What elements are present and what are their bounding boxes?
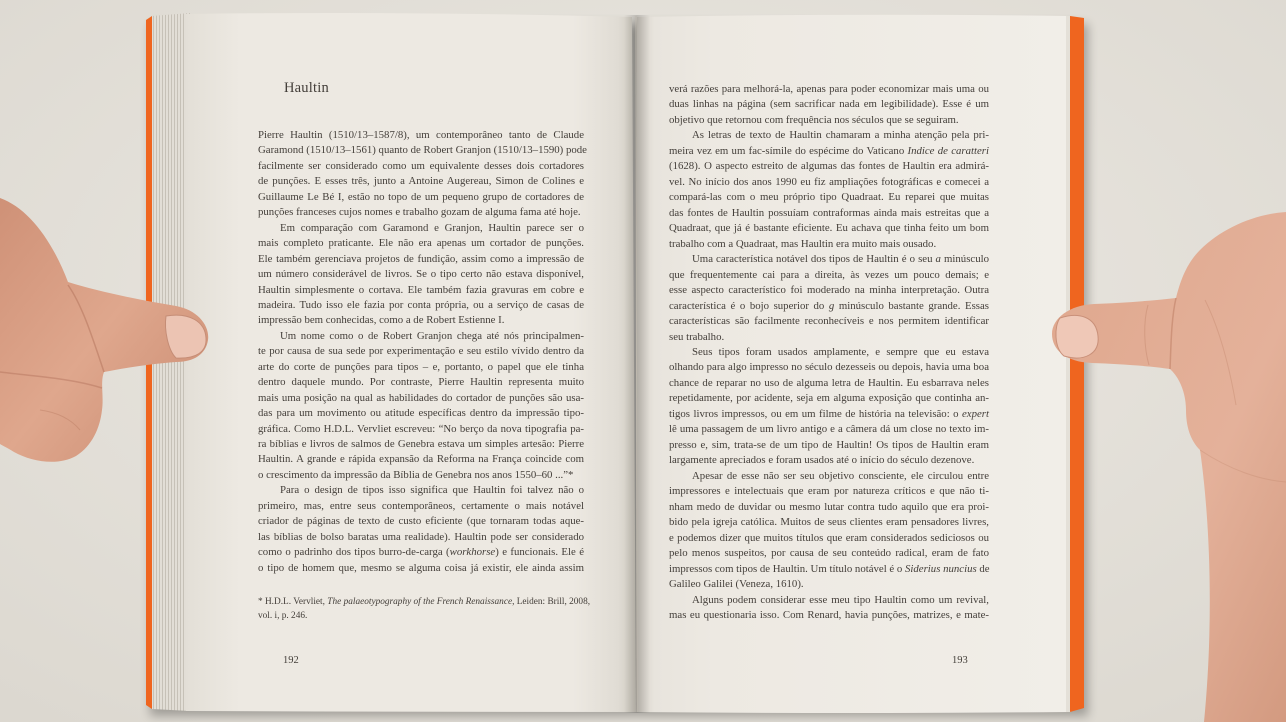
text-run: de	[976, 562, 990, 575]
text-line: olhando para algo impresso no século dezesseis ou depois, havia uma boa	[669, 361, 989, 374]
text-line: mais uma posição na qual as habilidades do cortador de punções são usa-	[258, 391, 584, 404]
text-line: Alguns podem considerar esse meu tipo Haultin como um revival,	[692, 593, 989, 606]
text-line: Quadraat, que já é bastante eficiente. Eu achava que tinha feito um bom	[669, 222, 989, 235]
text-line: impressores e intelectuais que eram por natureza críticos e que não ti-	[669, 485, 989, 498]
text-line: nham medo de duvidar ou mesmo lutar contra tudo aquilo que era proi-	[669, 500, 989, 513]
text-line: mas eu questionaria isso. Com Renard, havia punções, matrizes, e mate-	[669, 608, 989, 621]
text-line: lê uma passagem de um livro antigo e a câmera dá um close no texto im-	[669, 423, 989, 436]
text-line: ra bíblias e livros de salmos de Genebra estava um simples artesão: Pierre	[258, 438, 584, 450]
text-line: las bíblias de bolso baratas uma realidade). Haultin pode ser considerado	[258, 530, 584, 543]
text-run: meira vez em um fac-símile do espécime do Vaticano	[669, 144, 908, 157]
text-line: seu trabalho.	[669, 330, 725, 343]
text-line: presso e, sim, trata-se de um tipo de Haultin! Os tipos de Haultin eram	[669, 438, 989, 451]
text-line: punções franceses cujos nomes e trabalho gozam de alguma fama até hoje.	[258, 206, 581, 219]
text-run: como o padrinho dos tipos burro-de-carga (	[258, 546, 450, 559]
text-line: verá razões para melhorá-la, apenas para poder economizar mais uma ou	[669, 83, 989, 95]
italic-text-run: g	[828, 299, 835, 312]
text-line: facilmente ser considerado como um equivalente desses dois cortadores	[258, 159, 584, 172]
page-number-right: 193	[952, 655, 968, 666]
text-line: primeiro, mas, entre seus contemporâneos, certamente o mais notável	[258, 499, 584, 512]
text-line: As letras de texto de Haultin chamaram a minha atenção pela pri-	[692, 129, 989, 142]
text-line: o tipo de homem que, mesmo se alguma coisa já existir, ele ainda assim	[258, 561, 584, 574]
text-line: das fontes de Haultin possuíam contraformas ainda mais estreitas que a	[669, 206, 989, 219]
italic-text-run: Siderius nuncius	[905, 562, 977, 575]
text-line: compará-las com o meu próprio tipo Quadraat. Eu reparei que muitas	[669, 191, 989, 204]
text-line: Ele também gerenciava projetos de fundição, assim como a impressão de	[258, 252, 584, 265]
text-line: gráfica. Como H.D.L. Vervliet escreveu: “No berço da nova tipografia pa-	[258, 422, 584, 435]
text-line: bido pela igreja católica. Muitos de seus clientes eram pensadores livres,	[669, 516, 989, 529]
text-line: Um nome como o de Robert Granjon chega até nós principalmen-	[280, 329, 584, 342]
right-thumbnail	[1056, 315, 1098, 358]
page-number-left: 192	[283, 655, 299, 666]
italic-text-run: The palaeotypography of the French Renaissance	[327, 597, 513, 607]
text-line: arte do corte de punções para tipos – e, portanto, o papel que ele tinha	[258, 360, 584, 373]
text-line: criador de páginas de texto de custo eficiente (que tornaram todas aque-	[258, 515, 584, 528]
text-line: vel. No início dos anos 1990 eu fiz ampliações fotográficas e comecei a	[669, 175, 989, 188]
right-hand	[1052, 212, 1286, 722]
text-line: um número considerável de livros. Se o tipo certo não estava disponível,	[258, 268, 584, 281]
text-line: objetivo que retornou com frequência nos séculos que se seguiram.	[669, 113, 959, 126]
text-line: Garamond (1510/13–1561) quanto de Robert Granjon (1510/13–1590) pode	[258, 144, 587, 157]
text-line: Em comparação com Garamond e Granjon, Haultin parece ser o	[280, 221, 584, 234]
text-run: característica é o bojo superior do	[669, 299, 829, 312]
text-line: trabalho com a Quadraat, mas Haultin era muito mais ousado.	[669, 237, 937, 250]
text-line: largamente apreciados e foram usados até o início do século dezenove.	[669, 454, 975, 467]
text-line: duas linhas na página (sem sacrificar nada em legibilidade). Esse é um	[669, 98, 989, 111]
text-run: * H.D.L. Vervliet,	[258, 597, 328, 607]
chapter-heading: Haultin	[284, 80, 329, 96]
text-run: minúsculo bastante grande. Essas	[834, 299, 989, 312]
text-line: de punções. E esses três, junto a Antoine Augereau, Simon de Colines e	[258, 175, 584, 188]
text-line: Apesar de esse não ser seu objetivo consciente, ele circulou entre	[692, 469, 989, 482]
italic-text-run: a	[935, 253, 941, 266]
text-line: que frequentemente cai para a direita, às vezes um pouco demais; e	[669, 268, 989, 281]
text-line: Seus tipos foram usados amplamente, e sempre que eu estava	[692, 345, 989, 358]
text-line: (1628). O aspecto estreito de algumas das fontes de Haultin era admirá-	[669, 160, 989, 173]
italic-text-run: expert	[962, 407, 989, 420]
text-line: mais completo praticante. Ele não era apenas um cortador de punções.	[258, 237, 584, 250]
text-run: , Leiden: Brill, 2008,	[512, 597, 591, 607]
footnote-line: vol. i, p. 246.	[258, 611, 308, 621]
text-line: esse aspecto característico foi moderado na minha interpretação. Outra	[669, 284, 989, 297]
text-line: Haultin simplesmente o cortava. Ele também fazia gravuras em cobre e	[258, 283, 584, 296]
text-line: características são facilmente reconhecíveis e nos permitem identificar	[669, 315, 989, 328]
text-run: tigos livros impressos, ou em um filme de história na televisão: o	[669, 407, 963, 420]
text-line: madeira. Tudo isso ele fazia por conta própria, ou a serviço de casas de	[258, 298, 584, 311]
text-line: e podemos dizer que muitos títulos que eram considerados sediciosos ou	[669, 531, 989, 544]
italic-text-run: workhorse	[449, 546, 496, 559]
text-line: chance de reparar no uso de alguma letra de Haultin. Eu esbarrava neles	[669, 376, 989, 389]
text-run: Uma característica notável dos tipos de Haultin é o seu	[692, 253, 936, 266]
text-run: minúsculo	[940, 253, 989, 266]
right-hand-shape	[1052, 212, 1286, 722]
text-run: impressos com tipos de Haultin. Um título notável é o	[669, 562, 906, 575]
italic-text-run: Indice de caratteri	[907, 144, 989, 157]
text-line: te por causa de sua sede por experimentação e seu estilo vívido dentro da	[258, 345, 584, 358]
text-line: pelo menos suspeitos, por causa de seu conteúdo radical, eram de fato	[669, 547, 989, 560]
text-line: das para um movimento ou atitude específicas dentro da impressão tipo-	[258, 407, 584, 420]
left-hand	[0, 198, 208, 462]
text-line: repetidamente, por acidente, seja em alguma exposição que continha an-	[669, 392, 989, 405]
text-line: impressão bem conhecidas, como a de Robert Estienne I.	[258, 314, 505, 327]
text-line: Haultin. A grande e rápida expansão da Reforma na França coincide com	[258, 453, 584, 466]
text-line: dentro daquele mundo. Por contraste, Pierre Haultin representa muito	[258, 376, 584, 389]
text-line: Galileo Galilei (Veneza, 1610).	[669, 578, 804, 591]
text-line: Pierre Haultin (1510/13–1587/8), um contemporâneo tanto de Claude	[258, 129, 584, 141]
text-line: Para o design de tipos isso significa que Haultin foi talvez não o	[280, 484, 584, 497]
text-line: o crescimento da impressão da Bíblia de Genebra nos anos 1550–60 ...”*	[258, 468, 574, 481]
text-line: Guillaume Le Bé I, estão no topo de um pequeno grupo de cortadores de	[258, 190, 584, 203]
text-run: ) e funcionais. Ele é	[495, 546, 585, 559]
